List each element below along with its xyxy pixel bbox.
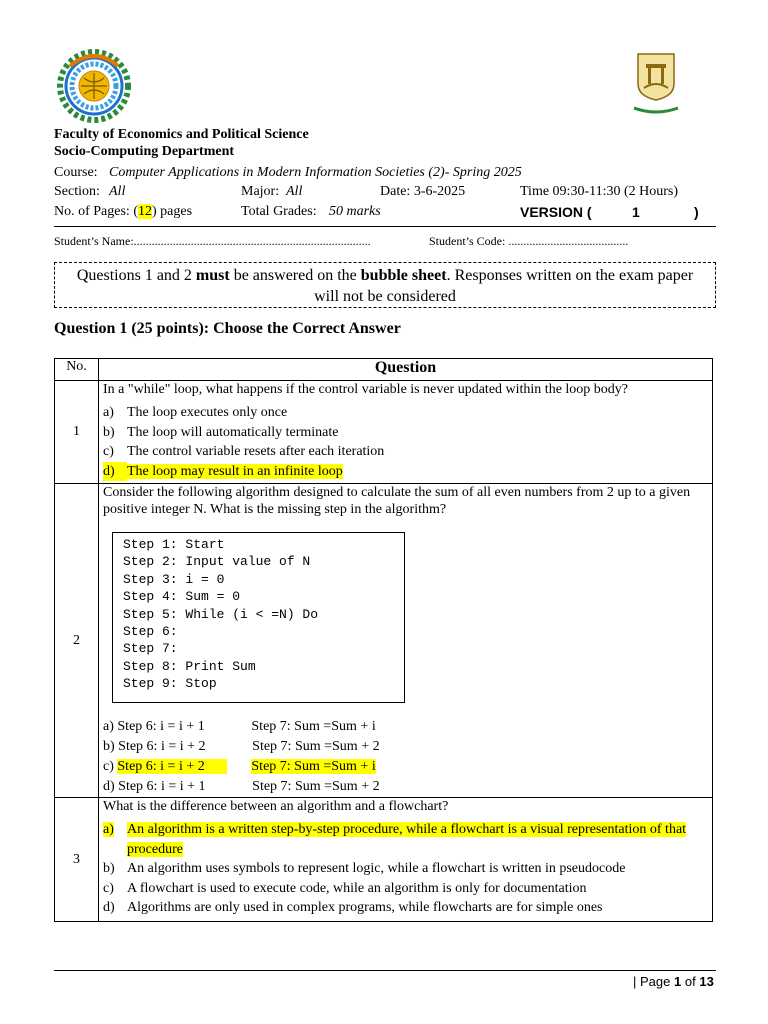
question-cell (99, 484, 713, 798)
code-line: Step 9: Stop (123, 676, 217, 692)
option-c[interactable]: c) The control variable resets after each iteration (103, 444, 385, 459)
code-line: Step 2: Input value of N (123, 554, 311, 570)
option-a[interactable]: a) The loop executes only once (103, 405, 288, 420)
code-line: Step 4: Sum = 0 (123, 589, 241, 605)
code-line: Step 8: Print Sum (123, 658, 256, 674)
column-header-question: Question (99, 359, 713, 381)
question-table (54, 358, 713, 922)
table-header-row (55, 359, 713, 381)
section-label: Section: (54, 184, 100, 199)
page-number: | Page 1 of 13 (633, 974, 714, 989)
algorithm-code-box (112, 532, 405, 703)
department-name: Socio-Computing Department (54, 144, 235, 159)
option-b[interactable]: b) The loop will automatically terminate (103, 424, 339, 440)
question-number: 3 (55, 798, 99, 922)
option-b[interactable]: b) Step 6: i = i + 2 Step 7: Sum =Sum + 2 (103, 739, 380, 754)
course-value: Computer Applications in Modern Information Societies (2)- Spring 2025 (109, 165, 522, 180)
question-cell (99, 798, 713, 922)
code-line: Step 1: Start (123, 537, 225, 552)
table-row (55, 484, 713, 798)
option-d-correct[interactable]: d) The loop may result in an infinite loop (99, 462, 712, 482)
student-code-field[interactable]: Student’s Code: ........................................ (429, 234, 629, 248)
footer-divider (54, 970, 716, 971)
option-b[interactable]: b) An algorithm uses symbols to represent logic, while a flowchart is written in pseudocode (103, 861, 626, 876)
question-number: 1 (55, 381, 99, 484)
option-a[interactable]: a) Step 6: i = i + 1 Step 7: Sum =Sum + i (103, 719, 376, 734)
code-line: Step 5: While (i < =N) Do (123, 606, 319, 622)
major-value: All (286, 184, 303, 199)
code-line: Step 6: (123, 624, 178, 640)
column-header-no: No. (55, 359, 99, 381)
grades-value: 50 marks (329, 204, 381, 219)
question-text: Consider the following algorithm designed to calculate the sum of all even numbers from 2 up to a given positive integer N. What is the missing step in the algorithm? (103, 485, 691, 517)
course-label: Course: (54, 165, 98, 180)
table-row (55, 381, 713, 484)
pages-value: 12 (138, 204, 152, 219)
code-line: Step 7: (123, 641, 178, 657)
pages-label: No. of Pages: (12) pages (54, 204, 193, 219)
notice-line-1: Questions 1 and 2 must be answered on the bubble sheet. Responses written on the exam paper (76, 267, 694, 284)
student-name-field[interactable]: Student’s Name:............................................................................... (54, 234, 371, 248)
version-value: 1 (632, 204, 640, 220)
university-cogwheel-logo (54, 44, 134, 124)
section-value: All (109, 184, 126, 199)
major-label: Major: (241, 184, 280, 199)
cairo-university-logo (628, 50, 684, 116)
bubble-sheet-notice (54, 262, 716, 308)
code-line: Step 3: i = 0 (123, 571, 225, 587)
option-c[interactable]: c) A flowchart is used to execute code, while an algorithm is only for documentation (103, 880, 587, 896)
question-number: 2 (55, 484, 99, 798)
question-1-title: Question 1 (25 points): Choose the Correct Answer (54, 320, 401, 337)
version-label: VERSION ( (520, 204, 592, 220)
option-d[interactable]: d) Algorithms are only used in complex programs, while flowcharts are for simple ones (103, 900, 603, 915)
option-c-correct[interactable]: c) Step 6: i = i + 2 Step 7: Sum =Sum + i (103, 759, 376, 774)
question-text: In a "while" loop, what happens if the control variable is never updated within the loop body? (103, 382, 629, 397)
table-row (55, 798, 713, 922)
exam-date: Date: 3-6-2025 (380, 184, 466, 199)
option-d[interactable]: d) Step 6: i = i + 1 Step 7: Sum =Sum + 2 (103, 779, 380, 794)
grades-label: Total Grades: (241, 204, 317, 219)
exam-time: Time 09:30-11:30 (2 Hours) (520, 184, 679, 199)
question-cell (99, 381, 713, 484)
question-text: What is the difference between an algorithm and a flowchart? (103, 799, 449, 814)
header-divider (54, 226, 716, 227)
notice-line-2: will not be considered (314, 288, 456, 305)
faculty-name: Faculty of Economics and Political Science (54, 127, 309, 142)
option-a-correct[interactable]: a) An algorithm is a written step-by-step procedure, while a flowchart is a visual representation of that procedure (103, 822, 687, 857)
version-close: ) (694, 204, 699, 220)
